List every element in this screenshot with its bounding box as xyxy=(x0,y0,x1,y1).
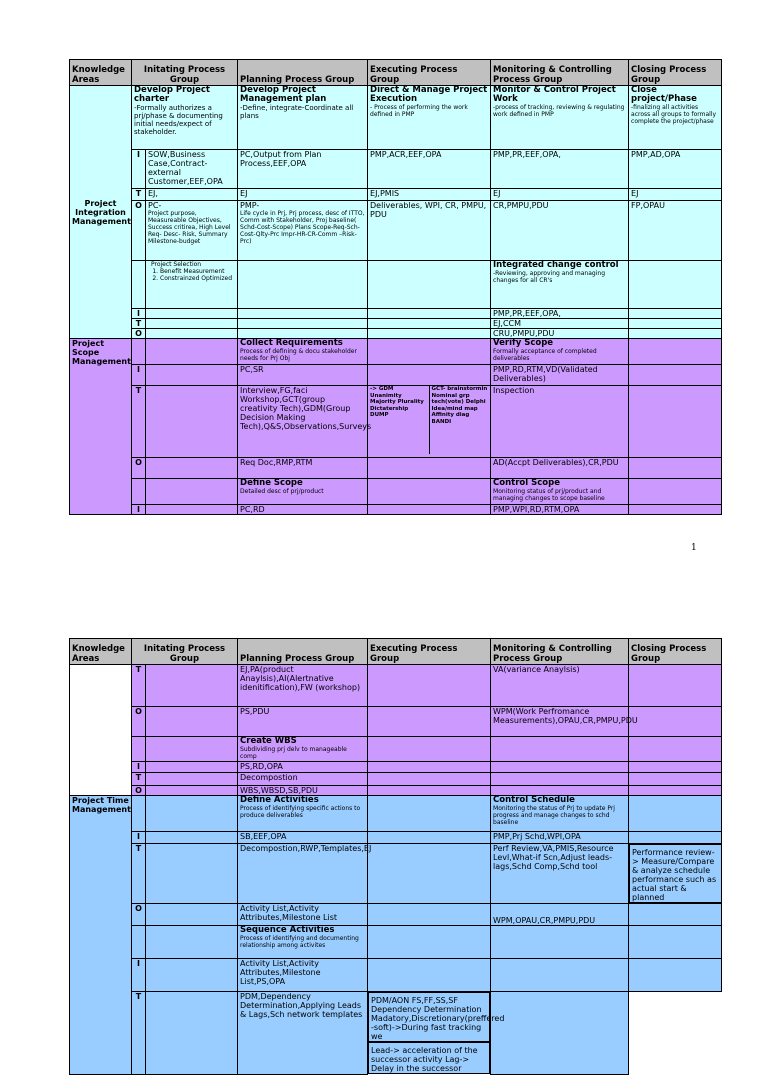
table-row xyxy=(70,832,722,844)
project-selection-list xyxy=(148,268,235,282)
cell: PC,RD xyxy=(238,505,368,515)
knowledge-area-time: Project Time Management xyxy=(70,796,132,1075)
cell: Interview,FG,faci Workshop,GCT(group creativity Tech),GDM(Group Decision Making Tech),Q&S,Observations,Surveys xyxy=(238,386,368,458)
ito-marker: I xyxy=(132,309,146,319)
list-item: 1. Benefit Measurement xyxy=(160,268,235,275)
ito-marker: T xyxy=(132,773,146,786)
knowledge-area-integration: Project Integration Management xyxy=(70,86,132,339)
ito-marker: T xyxy=(132,665,146,707)
header-initiating: Initating Process Group xyxy=(132,639,238,665)
cell: PDM/AON FS,FF,SS,SF Dependency Determination Madatory,Discretionary(preffered -soft)->During fast tracking we xyxy=(368,992,490,1042)
ito-marker: O xyxy=(132,201,146,261)
cell: WPM(Work Perfromance Measurements),OPAU,CR,PMPU,PDU xyxy=(491,707,629,737)
cell: Activity List,Activity Attributes,Milestone List xyxy=(238,904,368,926)
process-create-wbs: Create WBS Subdividing prj delv to manageable comp xyxy=(238,737,368,762)
ito-marker: O xyxy=(132,904,146,926)
process-monitor-control-work: Monitor & Control Project Work -process of tracking, reviewing & regulating work defined in PMP xyxy=(491,86,629,150)
cell: Req Doc,RMP,RTM xyxy=(238,458,368,479)
ito-marker: O xyxy=(132,786,146,796)
cell: PMP,Prj Schd,WPI,OPA xyxy=(491,832,629,844)
cell: EJ xyxy=(629,189,722,201)
table-row xyxy=(70,992,722,1075)
cell: PS,PDU xyxy=(238,707,368,737)
header-planning: Planning Process Group xyxy=(238,639,368,665)
ito-marker: I xyxy=(132,762,146,773)
header-executing: Executing Process Group xyxy=(368,60,491,86)
cell: VA(variance Anaylsis) xyxy=(491,665,629,707)
process-define-scope: Define Scope Detailed desc of prj/product xyxy=(238,479,368,505)
cell: PMP,WPI,RD,RTM,OPA xyxy=(491,505,629,515)
cell: SOW,Business Case,Contract-external Customer,EEF,OPA xyxy=(146,150,238,189)
table-row xyxy=(70,339,722,365)
table-row xyxy=(70,773,722,786)
table-row xyxy=(70,319,722,329)
ito-marker: O xyxy=(132,329,146,339)
header-monitoring: Monitoring & Controlling Process Group xyxy=(491,60,629,86)
cell: PDM,Dependency Determination,Applying Leads & Lags,Sch network templates xyxy=(238,992,368,1075)
process-groups-table-page-1 xyxy=(69,59,722,515)
cell: PS,RD,OPA xyxy=(238,762,368,773)
project-selection-cell: Project Selection 1. Benefit Measurement 2. Constrainzed Optimized xyxy=(146,261,238,309)
table-row xyxy=(70,386,722,458)
process-close-project: Close project/Phase -finalizing all activities across all groups to formally complete the project/phase xyxy=(629,86,722,150)
table-header-row xyxy=(70,60,722,86)
cell: PMP,ACR,EEF,OPA xyxy=(368,150,491,189)
cell: Decompostion,RWP,Templates,EJ xyxy=(238,844,368,904)
cell: CRU,PMPU,PDU xyxy=(491,329,629,339)
table-row xyxy=(70,796,722,832)
ito-marker: T xyxy=(132,189,146,201)
table-row xyxy=(70,737,722,762)
header-closing: Closing Process Group xyxy=(629,60,722,86)
ito-marker: I xyxy=(132,959,146,992)
ito-marker: I xyxy=(132,365,146,386)
cell: EJ,PA(product Anaylsis),AI(Alertnative idenitification),FW (workshop) xyxy=(238,665,368,707)
ito-marker: O xyxy=(132,707,146,737)
table-row xyxy=(70,926,722,959)
table-row xyxy=(70,86,722,150)
table-row xyxy=(70,201,722,261)
table-row xyxy=(70,904,722,926)
process-verify-scope: Verify Scope Formally acceptance of completed deliverables xyxy=(491,339,629,365)
table-row xyxy=(70,458,722,479)
cell: Lead-> acceleration of the successor activity Lag-> Delay in the successor xyxy=(368,1042,490,1074)
process-develop-charter: Develop Project charter -Formally authorizes a prj/phase & documenting initial needs/expect of stakeholder. xyxy=(132,86,238,150)
page-number: 1 xyxy=(691,543,697,553)
list-item: 2. Constrainzed Optimized xyxy=(160,275,235,282)
process-control-schedule: Control Schedule Monitoring the status of Prj to update Prj progress and manage changes to schd baseline xyxy=(491,796,629,832)
ito-marker: T xyxy=(132,844,146,904)
process-integrated-change-control: Integrated change control -Reviewing, approving and managing changes for all CR's xyxy=(491,261,629,309)
cell: AD(Accpt Deliverables),CR,PDU xyxy=(491,458,629,479)
table-row xyxy=(70,309,722,319)
cell: PC- Project purpose, Measureable Objectives, Success critirea, High Level Req- Desc- Risk, Summary Milestone-budget xyxy=(146,201,238,261)
table-row xyxy=(70,665,722,707)
cell: WBS,WBSD,SB,PDU xyxy=(238,786,368,796)
cell: WPM,OPAU,CR,PMPU,PDU xyxy=(491,904,629,926)
cell: EJ xyxy=(238,189,368,201)
cell: EJ,CCM xyxy=(491,319,629,329)
cell: PC,Output from Plan Process,EEF,OPA xyxy=(238,150,368,189)
cell: Inspection xyxy=(491,386,629,458)
table-row xyxy=(70,329,722,339)
process-define-activities: Define Activities Process of identifying specific actions to produce deliverables xyxy=(238,796,368,832)
header-knowledge-areas: Knowledge Areas xyxy=(70,60,132,86)
table-row xyxy=(70,707,722,737)
cell: Deliverables, WPI, CR, PMPU, PDU xyxy=(368,201,491,261)
process-collect-requirements: Collect Requirements Process of defining & docu stakeholder needs for Prj Obj xyxy=(238,339,368,365)
table-row xyxy=(70,762,722,773)
process-sequence-activities: Sequence Activities Process of identifying and documenting relationship among activites xyxy=(238,926,368,959)
table-row xyxy=(70,959,722,992)
process-groups-table-page-2 xyxy=(69,638,722,1075)
ito-marker: O xyxy=(132,458,146,479)
header-planning: Planning Process Group xyxy=(238,60,368,86)
process-control-scope: Control Scope Monitoring status of prj/product and managing changes to scope baseline xyxy=(491,479,629,505)
cell: PMP,RD,RTM,VD(Validated Deliverables) xyxy=(491,365,629,386)
table-row xyxy=(70,150,722,189)
cell: Decompostion xyxy=(238,773,368,786)
cell: CR,PMPU,PDU xyxy=(491,201,629,261)
header-knowledge-areas: Knowledge Areas xyxy=(70,639,132,665)
cell: PMP,PR,EEF,OPA, xyxy=(491,150,629,189)
cell: SB,EEF,OPA xyxy=(238,832,368,844)
cell: EJ xyxy=(491,189,629,201)
table-row xyxy=(70,479,722,505)
cell: Performance review-> Measure/Compare & analyze schedule performance such as actual start & planned xyxy=(629,844,722,903)
gdm-list: -> GDM Unanimity Majority Plurality Dictatership DUMP xyxy=(370,386,424,418)
cell: PMP,PR,EEF,OPA, xyxy=(491,309,629,319)
gdm-gct-cell xyxy=(368,386,491,458)
cell: EJ,PMIS xyxy=(368,189,491,201)
cell: PC,SR xyxy=(238,365,368,386)
process-direct-manage-execution: Direct & Manage Project Execution - Process of performing the work defined in PMP xyxy=(368,86,491,150)
ito-marker: T xyxy=(132,992,146,1075)
cell: Perf Review,VA,PMIS,Resource Levl,What-if Scn,Adjust leads-lags,Schd Comp,Schd tool xyxy=(491,844,629,904)
header-monitoring: Monitoring & Controlling Process Group xyxy=(491,639,629,665)
table-row xyxy=(70,261,722,309)
cell: EJ, xyxy=(146,189,238,201)
cell: PMP- Life cycle in Prj, Prj process, desc of ITTO, Comm with Stakeholder, Proj baseline( Schd-Cost-Scope) Plans Scope-Req-Sch-Cost-Qlty-Prc Impr-HR-CR-Comm –Risk-Prc) xyxy=(238,201,368,261)
header-executing: Executing Process Group xyxy=(368,639,491,665)
cell: Activity List,Activity Attributes,Milestone List,PS,OPA xyxy=(238,959,368,992)
process-develop-pmp: Develop Project Management plan -Define, integrate-Coordinate all plans xyxy=(238,86,368,150)
ito-marker: I xyxy=(132,505,146,515)
cell: FP,OPAU xyxy=(629,201,722,261)
cell: PMP,AD,OPA xyxy=(629,150,722,189)
table-row xyxy=(70,844,722,904)
gct-list: GCT- brainstormin Nominal grp tech(vote) Delphi Idea/mind map Affinity diag BANDI xyxy=(429,386,490,454)
ito-marker: T xyxy=(132,319,146,329)
table-header-row xyxy=(70,639,722,665)
table-row xyxy=(70,365,722,386)
table-row xyxy=(70,786,722,796)
table-row xyxy=(70,189,722,201)
ito-marker: T xyxy=(132,386,146,458)
knowledge-area-scope: Project Scope Management xyxy=(70,339,132,515)
ito-marker: I xyxy=(132,832,146,844)
header-initiating: Initating Process Group xyxy=(132,60,238,86)
header-closing: Closing Process Group xyxy=(629,639,722,665)
ito-marker: I xyxy=(132,150,146,189)
table-row xyxy=(70,505,722,515)
